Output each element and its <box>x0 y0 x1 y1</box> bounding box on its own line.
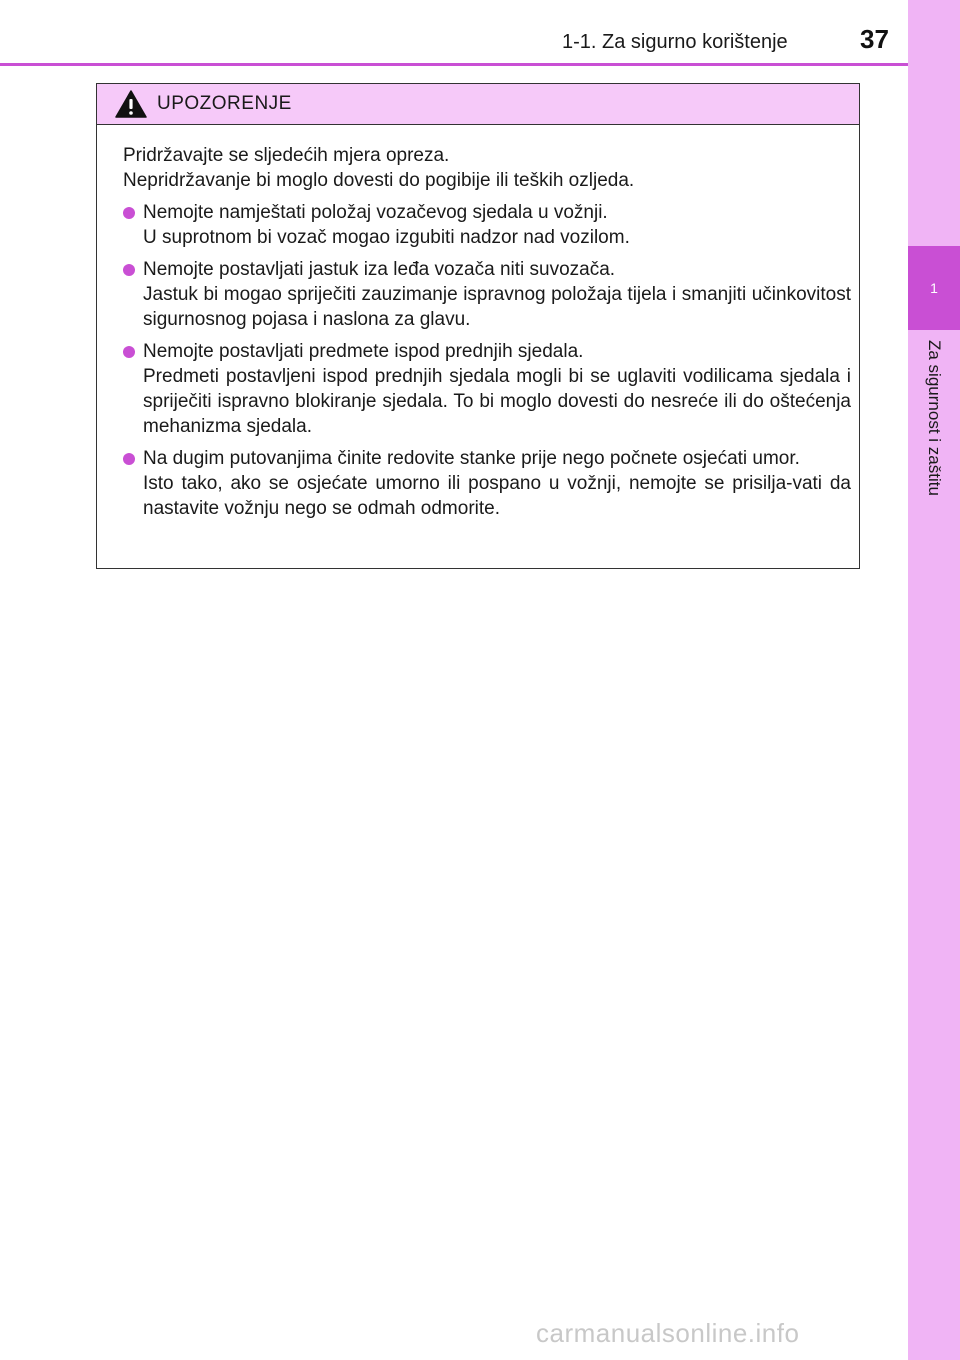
warning-triangle-icon <box>115 90 147 118</box>
intro-line: Pridržavajte se sljedećih mjera opreza. <box>123 145 450 166</box>
warning-bullet <box>123 446 851 521</box>
warning-bullet <box>123 200 851 250</box>
section-title: 1-1. Za sigurno korištenje <box>562 31 788 53</box>
watermark: carmanualsonline.info <box>536 1318 800 1348</box>
warning-intro <box>123 143 851 193</box>
chapter-label-text: Za sigurnost i zaštitu <box>925 340 944 496</box>
chapter-tab[interactable] <box>908 246 960 330</box>
intro-line: Nepridržavanje bi moglo dovesti do pogibije ili teških ozljeda. <box>123 170 635 191</box>
bullet-line: Na dugim putovanjima činite redovite stanke prije nego počnete osjećati umor. <box>143 448 800 469</box>
bullet-line: Nemojte namještati položaj vozačevog sjedala u vožnji. <box>143 202 608 223</box>
warning-body <box>97 125 859 521</box>
bullet-line: U suprotnom bi vozač mogao izgubiti nadzor nad vozilom. <box>143 227 630 248</box>
warning-bullet <box>123 257 851 332</box>
chapter-number: 1 <box>930 280 938 296</box>
bullet-dot-icon <box>123 207 135 219</box>
bullet-line: Nemojte postavljati jastuk iza leđa vozača niti suvozača. <box>143 259 616 280</box>
bullet-line: Nemojte postavljati predmete ispod prednjih sjedala. <box>143 341 584 362</box>
page-number: 37 <box>860 24 889 54</box>
chapter-label <box>908 340 960 540</box>
bullet-line: Predmeti postavljeni ispod prednjih sjedala mogli bi se uglaviti vodilicama sjedala i spriječiti ispravno blokiranje sjedala. To bi moglo dovesti do nesreće ili do oštećenja mehanizma sjedala. <box>143 366 851 437</box>
bullet-dot-icon <box>123 346 135 358</box>
bullet-dot-icon <box>123 264 135 276</box>
bullet-dot-icon <box>123 453 135 465</box>
warning-title: UPOZORENJE <box>157 93 292 114</box>
bullet-line: Isto tako, ako se osjećate umorno ili pospano u vožnji, nemojte se prisilja-vati da nastavite vožnju nego se odmah odmorite. <box>143 473 851 519</box>
side-strip <box>908 0 960 1360</box>
warning-header <box>97 84 859 125</box>
warning-box <box>96 83 860 569</box>
warning-bullet <box>123 339 851 439</box>
bullet-line: Jastuk bi mogao spriječiti zauzimanje ispravnog položaja tijela i smanjiti učinkovitost sigurnosnog pojasa i naslona za glavu. <box>143 284 851 330</box>
header-rule <box>0 63 908 66</box>
